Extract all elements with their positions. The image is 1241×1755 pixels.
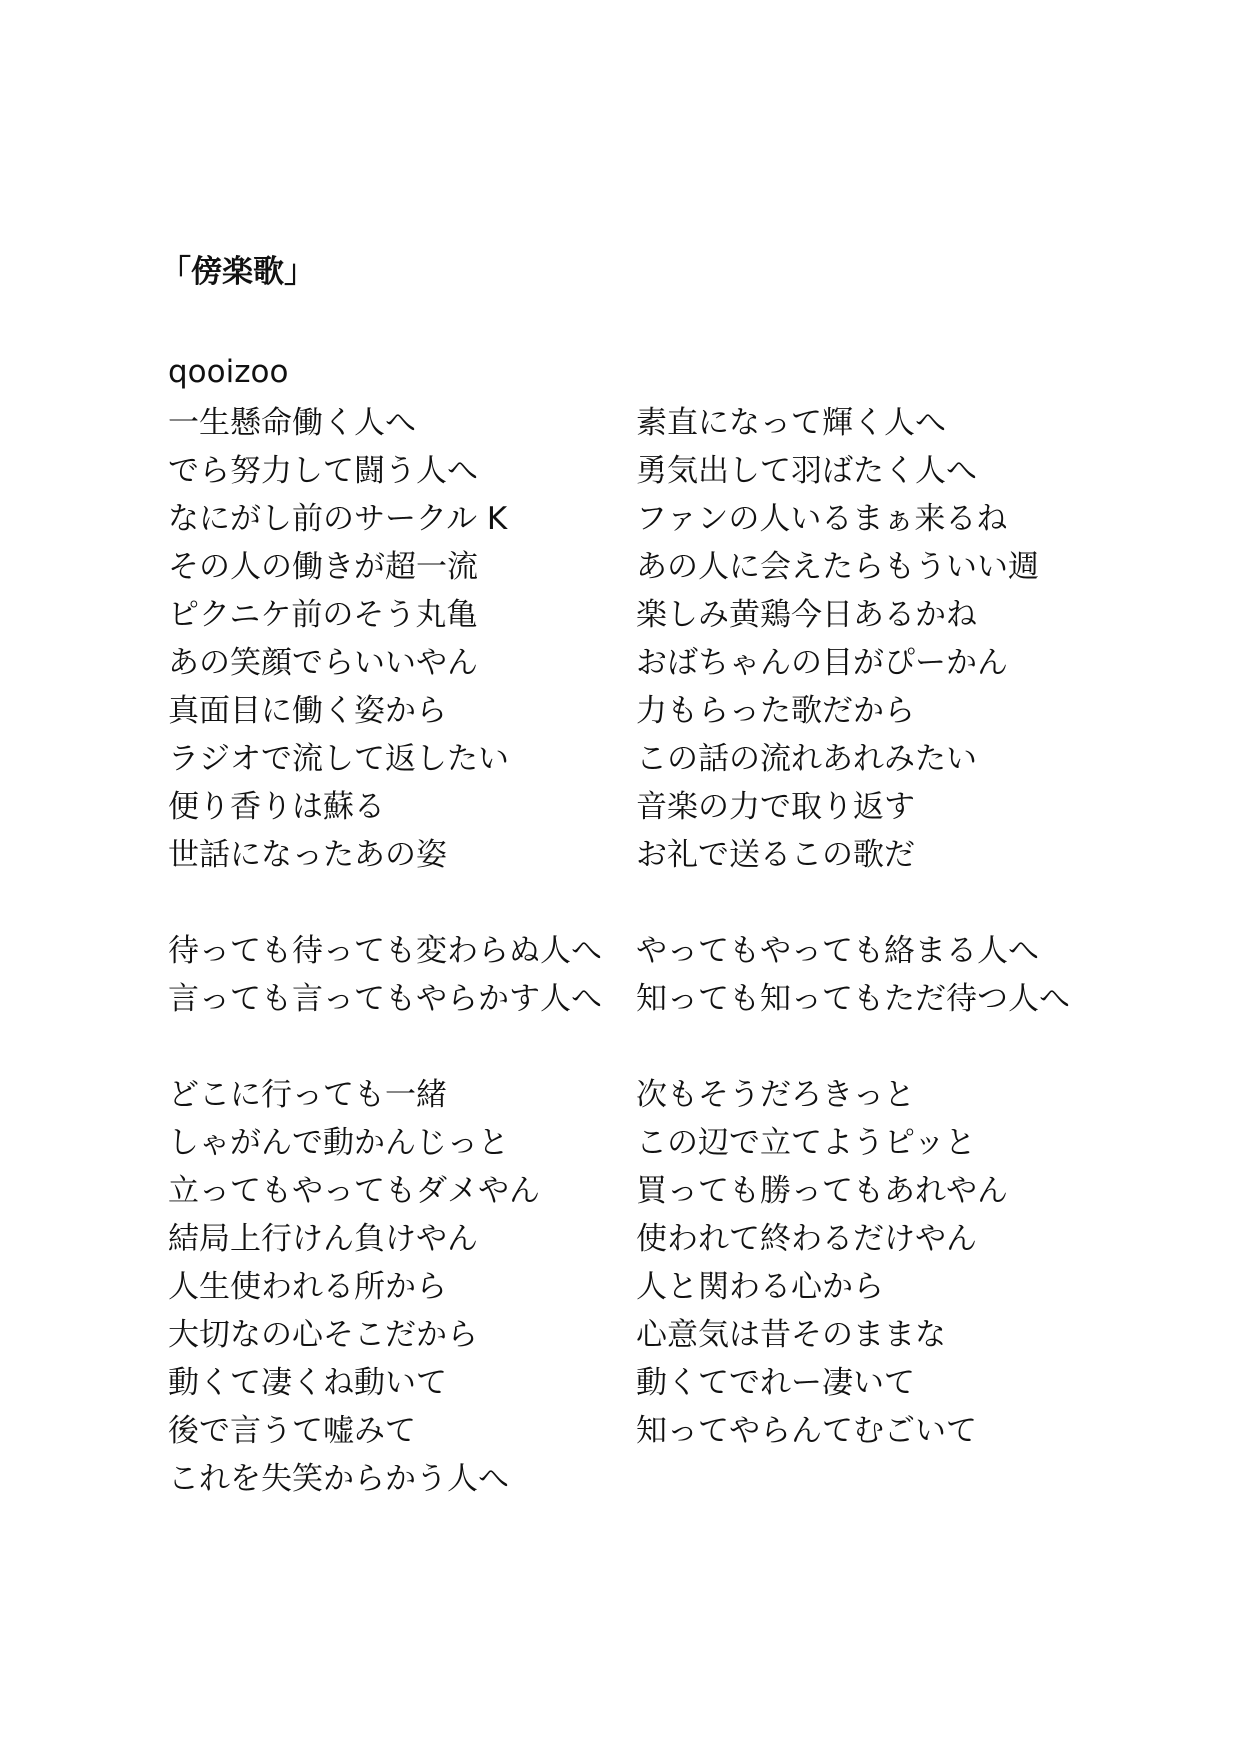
lyric-line: 大切なの心そこだから <box>168 1317 478 1353</box>
lyric-line: なにがし前のサークル K <box>168 501 508 537</box>
lyric-line: 音楽の力で取り返す <box>636 789 915 825</box>
lyric-line: あの笑顔でらいいやん <box>168 645 478 681</box>
lyric-line: 次もそうだろきっと <box>636 1077 915 1113</box>
lyric-line: でら努力して闘う人へ <box>168 453 478 489</box>
lyric-line: あの人に会えたらもういい週 <box>636 549 1039 585</box>
lyric-line: ラジオで流して返したい <box>168 741 509 777</box>
lyric-line: 立ってもやってもダメやん <box>168 1173 540 1209</box>
lyric-line: お礼で送るこの歌だ <box>636 837 915 873</box>
lyric-line: 一生懸命働く人へ <box>168 405 416 441</box>
song-title: 「傍楽歌」 <box>160 254 315 290</box>
lyric-line: 世話になったあの姿 <box>168 837 447 873</box>
lyric-line: 勇気出して羽ばたく人へ <box>636 453 977 489</box>
lyric-line: 便り香りは蘇る <box>168 789 385 825</box>
lyric-line: 楽しみ黄鶏今日あるかね <box>636 597 977 633</box>
stanza-gap <box>636 1023 1096 1071</box>
lyrics-left-column <box>168 399 628 1503</box>
lyric-line: 後で言うて嘘みて <box>168 1413 416 1449</box>
lyric-line: どこに行っても一緒 <box>168 1077 447 1113</box>
stanza-gap <box>168 879 628 927</box>
lyric-line: 知っても知ってもただ待つ人へ <box>636 981 1070 1017</box>
lyric-line: ピクニケ前のそう丸亀 <box>168 597 478 633</box>
lyric-line: 買っても勝ってもあれやん <box>636 1173 1008 1209</box>
lyric-line: 知ってやらんてむごいて <box>636 1413 977 1449</box>
artist-name: qooizoo <box>168 354 289 390</box>
lyrics-right-column <box>636 399 1096 1455</box>
lyric-line: 結局上行けん負けやん <box>168 1221 478 1257</box>
lyric-line: 動くてでれー凄いて <box>636 1365 915 1401</box>
lyric-line: 言っても言ってもやらかす人へ <box>168 981 602 1017</box>
lyric-line: おばちゃんの目がぴーかん <box>636 645 1008 681</box>
lyric-line: 人と関わる心から <box>636 1269 884 1305</box>
lyric-line: この辺で立てようピッと <box>636 1125 976 1161</box>
lyric-line: 真面目に働く姿から <box>168 693 447 729</box>
lyric-line: やってもやっても絡まる人へ <box>636 933 1039 969</box>
lyric-line: 素直になって輝く人へ <box>636 405 946 441</box>
lyric-line: 人生使われる所から <box>168 1269 447 1305</box>
lyric-line: 動くて凄くね動いて <box>168 1365 447 1401</box>
lyric-line: この話の流れあれみたい <box>636 741 977 777</box>
lyric-line: その人の働きが超一流 <box>168 549 478 585</box>
lyric-line: 心意気は昔そのままな <box>636 1317 946 1353</box>
stanza-gap <box>636 879 1096 927</box>
lyric-line: 使われて終わるだけやん <box>636 1221 977 1257</box>
lyric-line: ファンの人いるまぁ来るね <box>636 501 1008 537</box>
lyric-line: これを失笑からかう人へ <box>168 1461 509 1497</box>
lyric-line: しゃがんで動かんじっと <box>168 1125 509 1161</box>
lyric-line: 力もらった歌だから <box>636 693 915 729</box>
stanza-gap <box>168 1023 628 1071</box>
lyric-line: 待っても待っても変わらぬ人へ <box>168 933 602 969</box>
